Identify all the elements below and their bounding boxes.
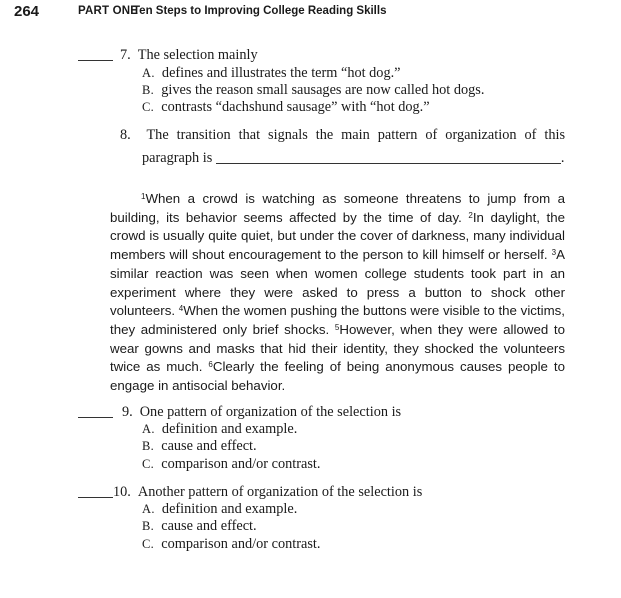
option-text: definition and example. [161, 421, 298, 437]
question-10 [78, 484, 422, 501]
question-7 [78, 47, 258, 64]
sentence-number: 2 [468, 210, 473, 220]
answer-blank-8[interactable] [216, 151, 561, 164]
question-10-option-a [142, 501, 297, 518]
part-label: PART ONE [78, 5, 139, 17]
question-7-option-a [142, 65, 401, 82]
question-8-text-2: paragraph is [142, 150, 213, 166]
question-8-number: 8. [120, 127, 131, 143]
option-letter: B. [142, 519, 155, 533]
page-number: 264 [14, 3, 40, 20]
option-letter: C. [142, 100, 155, 114]
sentence-number: 1 [141, 192, 146, 201]
option-letter: B. [142, 83, 155, 97]
question-7-number: 7. [120, 47, 131, 63]
option-text: defines and illustrates the term “hot dog.” [161, 65, 401, 81]
option-text: cause and effect. [161, 518, 257, 534]
sentence-number: 5 [334, 322, 340, 332]
option-letter: A. [142, 422, 155, 436]
sentence: A similar reaction was seen when women college students took part in an experiment where they were asked to press a button to shock other volunteers. [110, 247, 565, 319]
question-9-option-a [142, 421, 297, 438]
question-9-option-c [142, 456, 320, 473]
option-text: cause and effect. [161, 438, 257, 454]
question-9-number: 9. [122, 404, 133, 420]
question-10-option-b [142, 518, 257, 535]
option-text: gives the reason small sausages are now called hot dogs. [161, 82, 485, 98]
option-letter: C. [142, 537, 155, 551]
option-letter: B. [142, 439, 155, 453]
question-9-option-b [142, 438, 257, 455]
option-text: comparison and/or contrast. [161, 536, 321, 552]
option-text: comparison and/or contrast. [161, 456, 321, 472]
option-letter: A. [142, 66, 155, 80]
sentence: However, when they were allowed to wear gowns and masks that hid their identity, they shocked the volunteers twice as much. [110, 321, 565, 375]
sentence-number: 4 [178, 304, 184, 314]
sentence: When the women pushing the buttons were visible to the victims, they administered only brief shocks. [110, 303, 565, 337]
question-8-line-1 [120, 127, 565, 144]
question-10-stem: Another pattern of organization of the selection is [137, 484, 423, 500]
option-letter: A. [142, 502, 155, 516]
question-7-option-b [142, 82, 484, 99]
sentence-number: 6 [208, 360, 213, 370]
sentence: When a crowd is watching as someone threatens to jump from a building, its behavior seems affected by the time of day. [110, 191, 565, 225]
sentence: In daylight, the crowd is usually quite quiet, but under the cover of darkness, many individual members will shout encouragement to the person to kill himself or herself. [110, 209, 565, 263]
question-9-stem: One pattern of organization of the selection is [139, 404, 402, 420]
question-7-stem: The selection mainly [137, 47, 258, 63]
question-10-option-c [142, 536, 320, 553]
option-text: definition and example. [161, 501, 298, 517]
question-8-line-2 [142, 150, 564, 167]
sentence: Clearly the feeling of being anonymous causes people to engage in antisocial behavior. [110, 359, 565, 394]
reading-passage [110, 190, 565, 396]
option-letter: C. [142, 457, 155, 471]
sentence-number: 3 [551, 248, 557, 258]
answer-blank-7[interactable] [78, 49, 113, 61]
question-8-period: . [560, 150, 565, 166]
question-9 [78, 404, 401, 421]
question-10-number: 10. [113, 484, 131, 500]
question-8-text-1: The transition that signals the main pattern of organization of this [146, 127, 566, 143]
option-text: contrasts “dachshund sausage” with “hot dog.” [161, 99, 430, 115]
book-title: Ten Steps to Improving College Reading Skills [133, 5, 387, 17]
answer-blank-9[interactable] [78, 406, 113, 418]
answer-blank-10[interactable] [78, 486, 113, 498]
question-7-option-c [142, 99, 430, 116]
